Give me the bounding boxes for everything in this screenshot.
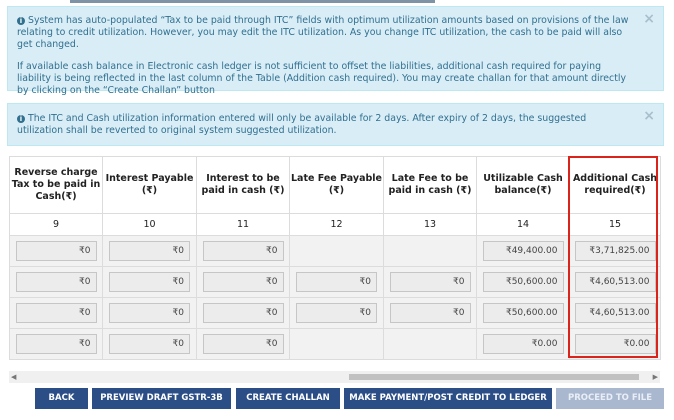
- back-button[interactable]: BACK: [35, 388, 88, 409]
- scrollbar-thumb[interactable]: [349, 374, 639, 380]
- reverse-charge-cash-field[interactable]: ₹0: [16, 334, 97, 354]
- info-icon: i: [17, 17, 25, 25]
- table-cell: [197, 236, 290, 267]
- late-fee-cash-field[interactable]: ₹0: [390, 272, 471, 292]
- column-number: 12: [290, 214, 384, 236]
- table-row: [10, 329, 661, 360]
- preview-draft-button[interactable]: PREVIEW DRAFT GSTR-3B: [92, 388, 231, 409]
- reverse-charge-cash-field[interactable]: ₹0: [16, 303, 97, 323]
- proceed-to-file-button[interactable]: PROCEED TO FILE: [556, 388, 664, 409]
- table-cell: [103, 298, 197, 329]
- table-cell: [103, 236, 197, 267]
- empty-cell: [384, 329, 477, 360]
- create-challan-button[interactable]: CREATE CHALLAN: [236, 388, 340, 409]
- table-cell: [103, 267, 197, 298]
- interest-payable-field[interactable]: ₹0: [109, 303, 190, 323]
- alert-2-text: The ITC and Cash utilization information entered will only be available for 2 days. After expiry of 2 days, the suggested utilization shall be reverted to original system suggested utilization.: [17, 113, 587, 136]
- table-cell: [197, 267, 290, 298]
- two-day-info-alert: [7, 103, 664, 146]
- column-number-row: [10, 214, 661, 236]
- additional-cash-field: ₹3,71,825.00: [575, 241, 656, 261]
- column-number: 14: [477, 214, 570, 236]
- empty-cell: [290, 329, 384, 360]
- table-cell: [290, 267, 384, 298]
- column-number: 9: [10, 214, 103, 236]
- table-cell: [10, 267, 103, 298]
- alert-1-text-1: System has auto-populated “Tax to be paid through ITC” fields with optimum utilization amounts based on provisions of the law relating to credit utilization. However, you may edit the ITC utilization. As you change ITC utilization, the cash to be paid will also get changed.: [17, 15, 629, 50]
- table-cell: [103, 329, 197, 360]
- auto-populated-info-alert: [7, 6, 664, 96]
- additional-cash-highlight-box: [568, 156, 658, 358]
- interest-payable-field[interactable]: ₹0: [109, 272, 190, 292]
- utilizable-cash-field: ₹49,400.00: [483, 241, 564, 261]
- interest-payable-field[interactable]: ₹0: [109, 241, 190, 261]
- header-interest-cash: Interest to be paid in cash (₹): [197, 157, 290, 214]
- interest-cash-field[interactable]: ₹0: [203, 272, 284, 292]
- alert-2-paragraph: [17, 113, 633, 137]
- late-fee-cash-field[interactable]: ₹0: [390, 303, 471, 323]
- column-number: 11: [197, 214, 290, 236]
- interest-payable-field[interactable]: ₹0: [109, 334, 190, 354]
- table-cell: [197, 329, 290, 360]
- empty-cell: [290, 236, 384, 267]
- column-number: 10: [103, 214, 197, 236]
- table-cell: [197, 298, 290, 329]
- close-icon[interactable]: ×: [643, 11, 655, 27]
- table-header-row: [10, 157, 661, 214]
- header-late-fee-payable: Late Fee Payable (₹): [290, 157, 384, 214]
- scroll-right-icon[interactable]: ▶: [652, 373, 658, 381]
- table-cell: [477, 236, 570, 267]
- header-additional-cash: Additional Cash required(₹): [570, 157, 661, 214]
- empty-cell: [384, 236, 477, 267]
- table-row: [10, 298, 661, 329]
- reverse-charge-cash-field[interactable]: ₹0: [16, 272, 97, 292]
- table-row: [10, 236, 661, 267]
- utilizable-cash-field: ₹50,600.00: [483, 303, 564, 323]
- column-number: 13: [384, 214, 477, 236]
- utilizable-cash-field: ₹0.00: [483, 334, 564, 354]
- table-cell: [10, 298, 103, 329]
- interest-cash-field[interactable]: ₹0: [203, 334, 284, 354]
- interest-cash-field[interactable]: ₹0: [203, 241, 284, 261]
- late-fee-payable-field[interactable]: ₹0: [296, 272, 377, 292]
- header-late-fee-cash: Late Fee to be paid in cash (₹): [384, 157, 477, 214]
- alert-1-paragraph-1: [17, 15, 633, 51]
- table-cell: [10, 329, 103, 360]
- alert-1-paragraph-2: If available cash balance in Electronic cash ledger is not sufficient to offset the liabilities, additional cash required for paying liability is being reflected in the last column of the Table (Addition cash required). You may create challan for that amount directly by clicking on the “Create Challan” button: [17, 61, 627, 96]
- table-row: [10, 267, 661, 298]
- additional-cash-field: ₹0.00: [575, 334, 656, 354]
- column-number: 15: [570, 214, 661, 236]
- payment-utilization-table: [9, 156, 661, 360]
- scroll-left-icon[interactable]: ◀: [11, 373, 17, 381]
- header-reverse-charge-cash: Reverse charge Tax to be paid in Cash(₹): [10, 157, 103, 214]
- close-icon[interactable]: ×: [643, 108, 655, 124]
- additional-cash-field: ₹4,60,513.00: [575, 272, 656, 292]
- make-payment-button[interactable]: MAKE PAYMENT/POST CREDIT TO LEDGER: [344, 388, 552, 409]
- top-scroll-indicator: [70, 0, 435, 3]
- utilizable-cash-field: ₹50,600.00: [483, 272, 564, 292]
- interest-cash-field[interactable]: ₹0: [203, 303, 284, 323]
- late-fee-payable-field[interactable]: ₹0: [296, 303, 377, 323]
- table-cell: [10, 236, 103, 267]
- table-cell: [477, 329, 570, 360]
- additional-cash-field: ₹4,60,513.00: [575, 303, 656, 323]
- table-cell: [384, 298, 477, 329]
- header-utilizable-cash: Utilizable Cash balance(₹): [477, 157, 570, 214]
- horizontal-scrollbar[interactable]: [9, 371, 660, 383]
- reverse-charge-cash-field[interactable]: ₹0: [16, 241, 97, 261]
- table-cell: [290, 298, 384, 329]
- table-cell: [384, 267, 477, 298]
- table-cell: [477, 298, 570, 329]
- info-icon: i: [17, 115, 25, 123]
- table-cell: [477, 267, 570, 298]
- header-interest-payable: Interest Payable (₹): [103, 157, 197, 214]
